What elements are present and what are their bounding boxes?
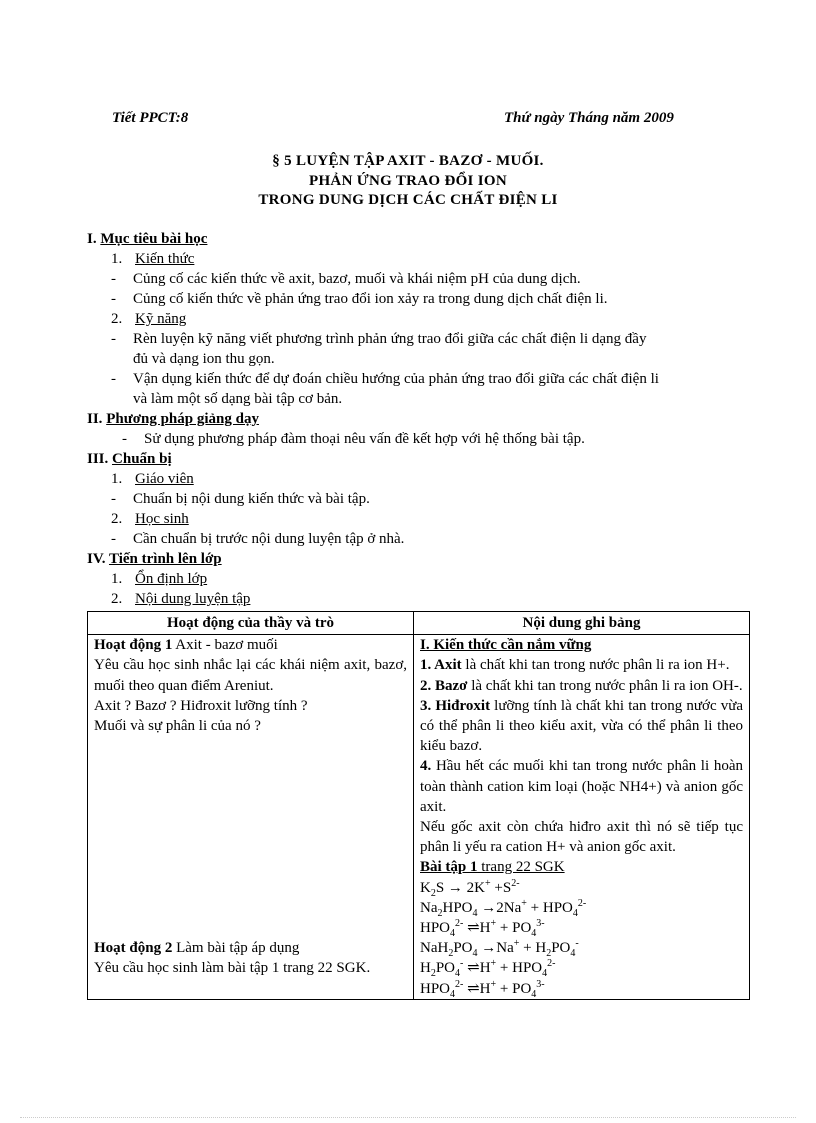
subsection-number: 1. — [111, 571, 123, 587]
list-item: - Rèn luyện kỹ năng viết phương trình phản ứng trao đổi giữa các chất điện li dạng đầy — [111, 331, 647, 347]
page-bottom-divider — [20, 1117, 796, 1118]
equation-4: $NaH_2PO_4 \to Na^+ + H_2PO_4^-$ — [420, 938, 579, 960]
equation-3: $HPO_4^{2-}$ ⇌H+ + $PO_4^{3-}$ — [420, 918, 545, 940]
title-line-2: PHẢN ỨNG TRAO ĐỔI ION — [309, 173, 507, 189]
section-4-title: Tiến trình lên lớp — [108, 551, 222, 567]
list-item: - Cần chuẩn bị trước nội dung luyện tập ở nhà. — [111, 531, 405, 547]
activity-1-instruction: Yêu cầu học sinh nhắc lại các khái niệm axit, bazơ, muối theo quan điểm Areniut. — [94, 657, 407, 694]
subsection-1-1 — [111, 251, 194, 268]
subsection-number: 1. — [111, 471, 123, 487]
activity-1-label: Hoạt động 1 — [94, 637, 173, 654]
knowledge-item-label: 1. Axit — [420, 657, 462, 674]
knowledge-item-4-note: Nếu gốc axit còn chứa hiđro axit thì nó sẽ tiếp tục phân li yếu ra cation H+ và anion gốc axit. — [420, 819, 743, 856]
lesson-table — [87, 611, 750, 1000]
subsection-label: Nội dung luyện tập — [135, 591, 251, 607]
spacer — [94, 736, 407, 938]
subsection-number: 2. — [111, 591, 123, 607]
section-3-number: III. — [87, 451, 109, 467]
list-item-text: Chuẩn bị nội dung kiến thức và bài tập. — [133, 491, 370, 507]
list-item-continuation: và làm một số dạng bài tập cơ bản. — [133, 391, 343, 407]
list-item-text: Củng cố kiến thức về phản ứng trao đổi ion xảy ra trong dung dịch chất điện li. — [133, 291, 608, 307]
subsection-label: Ổn định lớp — [135, 571, 208, 587]
section-4-heading — [87, 551, 222, 568]
list-item-text: Vận dụng kiến thức để dự đoán chiều hướng của phản ứng trao đổi giữa các chất điện li — [133, 371, 659, 387]
knowledge-item-text: lưỡng tính là chất khi tan trong nước vừa có thể phân li theo kiểu axit, vừa có thể phân li theo kiểu bazơ. — [420, 697, 743, 755]
subsection-label: Học sinh — [135, 511, 189, 527]
activity-1-title: Axit - bazơ muối — [172, 637, 278, 654]
subsection-number: 1. — [111, 251, 123, 267]
equation-1: $K_2S \to 2K^+ +S^{2-}$ — [420, 877, 520, 899]
knowledge-heading: I. Kiến thức cần nắm vững — [420, 637, 592, 654]
equation-6: $HPO_4^{2-}$ ⇌H+ + $PO_4^{3-}$ — [420, 978, 545, 1000]
subsection-label: Kỹ năng — [135, 311, 187, 327]
list-item-text: Cần chuẩn bị trước nội dung luyện tập ở nhà. — [133, 531, 405, 547]
activity-2-instruction: Yêu cầu học sinh làm bài tập 1 trang 22 SGK. — [94, 960, 371, 977]
title-line-1: § 5 LUYỆN TẬP AXIT - BAZƠ - MUỐI. — [272, 153, 544, 169]
knowledge-item-text: là chất khi tan trong nước phân li ra ion H+. — [461, 657, 730, 674]
table-row — [88, 635, 750, 1000]
date-line: Thứ ngày Tháng năm 2009 — [504, 110, 674, 126]
equation-2: $Na_2HPO_4 \to 2Na^+ + HPO_4^{2-}$ — [420, 897, 587, 919]
activity-2-title: Làm bài tập áp dụng — [172, 940, 300, 957]
lesson-number: Tiết PPCT:8 — [112, 110, 189, 126]
subsection-number: 2. — [111, 511, 123, 527]
list-item: - Chuẩn bị nội dung kiến thức và bài tập. — [111, 491, 370, 507]
title-line-3: TRONG DUNG DỊCH CÁC CHẤT ĐIỆN LI — [258, 192, 558, 208]
subsection-label: Giáo viên — [135, 471, 194, 487]
list-item-continuation: đủ và dạng ion thu gọn. — [133, 351, 275, 367]
list-item: - Củng cố kiến thức về phản ứng trao đổi ion xảy ra trong dung dịch chất điện li. — [111, 291, 608, 307]
list-item-text: Củng cố các kiến thức về axit, bazơ, muối và khái niệm pH của dung dịch. — [133, 271, 581, 287]
list-item: - Sử dụng phương pháp đàm thoại nêu vấn đề kết hợp với hệ thống bài tập. — [122, 431, 585, 447]
section-1-title: Mục tiêu bài học — [100, 231, 208, 247]
list-item: - Vận dụng kiến thức để dự đoán chiều hướng của phản ứng trao đổi giữa các chất điện li — [111, 371, 659, 387]
knowledge-item-label: 3. Hiđroxit — [420, 697, 491, 714]
board-content-cell — [414, 635, 750, 1000]
list-item-text: Rèn luyện kỹ năng viết phương trình phản ứng trao đổi giữa các chất điện li dạng đầy — [133, 331, 647, 347]
section-4-number: IV. — [87, 551, 106, 567]
knowledge-item-2 — [420, 676, 743, 696]
section-2-title: Phương pháp giảng dạy — [106, 411, 259, 427]
knowledge-item-3 — [420, 696, 743, 757]
activities-cell — [88, 635, 414, 1000]
section-1-heading — [87, 231, 207, 248]
subsection-3-1 — [111, 471, 194, 488]
knowledge-item-1 — [420, 655, 743, 675]
activity-1-question-1: Axit ? Bazơ ? Hiđroxit lưỡng tính ? — [94, 697, 308, 714]
knowledge-item-text: là chất khi tan trong nước phân li ra ion OH-. — [467, 677, 743, 694]
subsection-3-2 — [111, 511, 189, 528]
table-header-activities: Hoạt động của thầy và trò — [88, 612, 414, 635]
knowledge-item-4 — [420, 756, 743, 817]
list-item-text: Sử dụng phương pháp đàm thoại nêu vấn đề kết hợp với hệ thống bài tập. — [144, 431, 585, 447]
subsection-number: 2. — [111, 311, 123, 327]
section-2-heading — [87, 411, 259, 428]
list-item: - Củng cố các kiến thức về axit, bazơ, muối và khái niệm pH của dung dịch. — [111, 271, 581, 287]
knowledge-item-label: 4. — [420, 758, 432, 775]
section-1-number: I. — [87, 231, 97, 247]
section-3-heading — [87, 451, 172, 468]
subsection-4-2 — [111, 591, 250, 608]
activity-1-heading — [94, 635, 407, 655]
equation-5: $H_2PO_4^-$ ⇌H+ + $HPO_4^{2-}$ — [420, 958, 556, 980]
activity-1-question-2: Muối và sự phân li của nó ? — [94, 718, 261, 735]
exercise-1-heading — [420, 857, 743, 877]
section-2-number: II. — [87, 411, 103, 427]
subsection-1-2 — [111, 311, 186, 328]
table-header-row — [88, 612, 750, 635]
activity-2-heading — [94, 938, 407, 958]
section-3-title: Chuẩn bị — [112, 451, 172, 467]
knowledge-item-text: Hầu hết các muối khi tan trong nước phân li hoàn toàn thành cation kim loại (hoặc NH4+) và anion gốc axit. — [420, 758, 743, 815]
activity-2-label: Hoạt động 2 — [94, 940, 173, 957]
exercise-label: Bài tập 1 — [420, 859, 478, 876]
subsection-4-1 — [111, 571, 207, 588]
exercise-reference: trang 22 SGK — [477, 859, 565, 876]
table-header-board-content: Nội dung ghi bảng — [414, 612, 750, 635]
knowledge-item-label: 2. Bazơ — [420, 677, 468, 694]
subsection-label: Kiến thức — [135, 251, 195, 267]
